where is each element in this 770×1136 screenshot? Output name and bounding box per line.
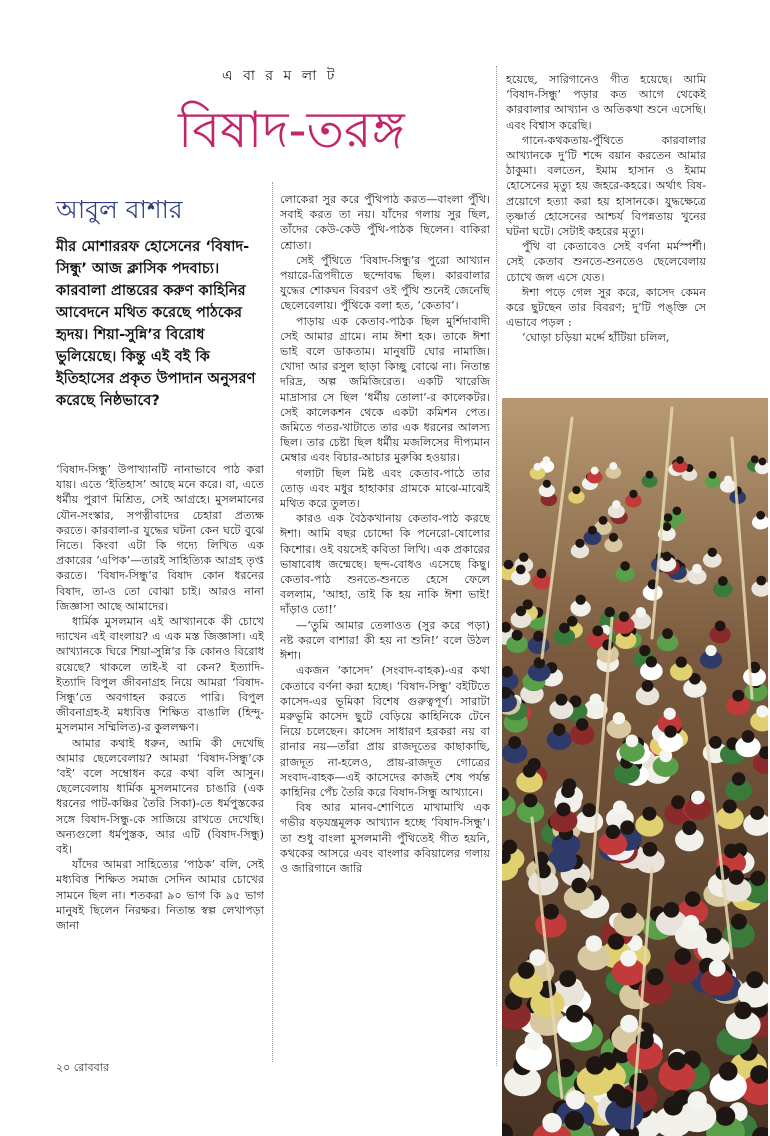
crowd-head <box>731 914 747 930</box>
crowd-head <box>639 645 650 656</box>
crowd-head <box>682 821 696 835</box>
crowd-head <box>675 948 692 965</box>
paragraph: পুঁথি বা কেতাবেও সেই বর্ণনা মর্মস্পর্শী। সেই কেতাব শুনতে-শুনতেও ছেলেবেলায় চোখে জল এসে যেত। <box>506 240 706 284</box>
crowd-head <box>519 553 528 562</box>
crowd-head <box>664 902 680 918</box>
crowd-head <box>566 1090 585 1109</box>
paragraph: ধার্মিক মুসলমান এই আখ্যানকে কী চোখে দ্যাখেন এই বাংলায়? এ এক মস্ত জিজ্ঞাসা। এই আখ্যানকে ঘিরে শিয়া-সুন্নি’র কি কোনও বিরোধ রয়েছে? থাকলে তাই-ই বা কেন? ইত্যাদি-ইত্যাদি বিপুল জীবনাগ্রহ নিয়ে আমরা ‘বিষাদ-সিন্ধু’তে অবগাহন করতে পারি। বিপুল জীবনাগ্রহ-ই মধ্যবিত্ত শিক্ষিত বাঙালি (হিন্দু-মুসলমান সম্মিলিত)-র কুললক্ষণ। <box>56 615 264 735</box>
page-footer: ২০ রোববার <box>56 1061 109 1074</box>
crowd-head <box>729 870 744 885</box>
column-divider <box>272 182 273 1062</box>
crowd-head <box>599 516 608 525</box>
crowd-head <box>691 791 705 805</box>
crowd-head <box>512 630 523 641</box>
crowd-head <box>688 1091 707 1110</box>
crowd-head <box>664 513 673 522</box>
paragraph: পাড়ায় এক কেতাব-পাঠক ছিল মুর্শিদাবাদী সেই আমার গ্রামে। নাম ঈশা হক। তাকে ঈশা ভাই বলে ডাকতাম। মানুষটি ঘোর নামাজি। খোদা আর রসুল ছাড়া কিচ্ছু বোঝে না। নিতান্ত দরিদ্র, অল্প জমিজিরেত। একটি খারেজি মাদ্রাসার সে ছিল ‘ধর্মীয় তোলা’-র কালেকটর। সেই কালেকশন থেকে একটা কমিশন পেত। জমিতে গতর-খাটাতে তার এক ধরনের আলস্য ছিল। তার চেষ্টা ছিল ধর্মীয় মজলিসের দীপ্যমান মেম্বার এবং বিচার-আচার মুরুব্বি হওয়ার। <box>280 314 490 465</box>
crowd-head <box>586 1056 605 1075</box>
crowd-head <box>571 878 586 893</box>
crowd-head <box>732 772 745 785</box>
crowd-head <box>673 507 682 516</box>
crowd-head <box>609 533 618 542</box>
crowd-head <box>590 694 602 706</box>
crowd-head <box>647 968 664 985</box>
paragraph: হয়েছে, সারিগানেও গীত হয়েছে। আমি ‘বিষাদ-সিন্ধু’ পড়ার কত আগে থেকেই কারবালার আখ্যান ও অতিকথা শুনে এসেছি। এবং বিশ্বাস করেছি। <box>506 73 706 132</box>
crowd-head <box>553 723 566 736</box>
crowd-head <box>646 656 657 667</box>
crowd-head <box>566 1005 584 1023</box>
crowd-head <box>524 794 538 808</box>
paragraph: গানে-কথকতায়-পুঁথিতে কারবালার আখ্যানকে দু’টি শব্দে বয়ান করতেন আমার ঠাকুমা। বলতেন, ইমাম হাসান ও ইমাম হোসেনের মৃত্যু হয় জহরে-কহরে। অর্থাৎ বিষ-প্রয়োগে হত্যা করা হয় হাসানকে। যুদ্ধক্ষেত্রে তৃষ্ণার্ত হোসেনের আশ্চর্য বিপন্নতায় খুনের ঘটনা ঘটে। সেটাই কহরের মৃত্যু। <box>506 133 706 239</box>
crowd-head <box>534 657 545 668</box>
crowd-head <box>750 806 764 820</box>
crowd-head <box>609 462 617 470</box>
crowd-head <box>716 1106 735 1125</box>
crowd-head <box>719 1062 738 1081</box>
crowd-head <box>543 904 559 920</box>
crowd-head <box>724 475 732 483</box>
crowd-head <box>671 795 685 809</box>
crowd-head <box>523 764 536 777</box>
paragraph: ‘বিষাদ-সিন্ধু’ উপাখ্যানটি নানাভাবে পাঠ করা যায়। এতে ‘ইতিহাস’ আছে মনে করে। বা, এতে ধর্মীয় পুরাণ মিশ্রিত, সেই আগ্রহে। মুসলমানের যৌন-সংস্কার, সপত্নীবাদের চেহারা প্রত্যক্ষ করতে। কারবালা-র যুদ্ধের ঘটনা কেন ঘটে বুঝে নিতে। কিংবা এটা কি গদ্যে লিখিত এক প্রকারের ‘এপিক’—তারই সাহিত্যিক আগ্রহ তৃপ্ত করতে। ‘বিষাদ-সিন্ধু’র বিষাদ কোন ধরনের বিষাদ, তা-ও তো বোঝা চাই। আরও নানা জিজ্ঞাসা আছে আমাদের। <box>56 463 264 613</box>
crowd-head <box>643 842 658 857</box>
crowd-head <box>621 903 637 919</box>
crowd-head <box>620 950 637 967</box>
crowd-head <box>561 784 575 798</box>
crowd-head <box>518 962 535 979</box>
crowd-head <box>576 595 586 605</box>
crowd-head <box>732 690 744 702</box>
crowd-head <box>723 800 737 814</box>
crowd-head <box>756 576 766 586</box>
crowd-head <box>662 522 671 531</box>
crowd-head <box>642 680 654 692</box>
crowd-head <box>620 561 630 571</box>
crowd-head <box>642 807 656 821</box>
crowd-head <box>676 656 687 667</box>
paragraph: সেই পুঁথিতে ‘বিষাদ-সিন্ধু’র পুরো আখ্যান পয়ারে-ত্রিপদীতে ছন্দোবদ্ধ ছিল। কারবালার যুদ্ধের শোকঘন বিবরণ ওই পুঁথি শুনেই জেনেছি ছেলেবেলায়। পুঁথিকে বলা হত, ‘কেতাব’। <box>280 253 490 313</box>
paragraph: বিষ আর মানব-শোণিতে মাখামাখি এক গভীর ষড়যন্ত্রমূলক আখ্যান হচ্ছে ‘বিষাদ-সিন্ধু’। তা শুধু বাংলা মুসলমানী পুঁথিতেই গীত হয়নি, কথকের আসরে এবং বাংলার কবিয়ালের গলায় ও জারিগানে জারি <box>280 801 490 875</box>
crowd-head <box>756 511 765 520</box>
crowd-head <box>592 626 603 637</box>
crowd-head <box>615 1089 634 1108</box>
crowd-head <box>543 480 551 488</box>
crowd-head <box>537 569 547 579</box>
crowd-head <box>516 606 526 616</box>
crowd-head <box>612 500 621 509</box>
crowd-head <box>646 471 654 479</box>
author-byline: আবুল বাশার <box>56 195 183 224</box>
crowd-head <box>756 705 768 717</box>
crowd-head <box>543 456 551 464</box>
crowd-head <box>629 490 637 498</box>
crowd-head <box>620 1015 638 1033</box>
crowd-head <box>533 631 544 642</box>
crowd-head <box>715 621 726 632</box>
column-divider <box>496 66 497 1066</box>
crowd-head <box>706 928 722 944</box>
crowd-head <box>676 456 684 464</box>
crowd-head <box>664 708 676 720</box>
crowd-head <box>516 565 526 575</box>
crowd-head <box>575 539 584 548</box>
crowd-head <box>588 526 597 535</box>
crowd-head <box>559 623 570 634</box>
crowd-head <box>662 552 671 561</box>
paragraph: যাঁদের আমরা সাহিত্যের ‘পাঠক’ বলি, সেই মধ্যবিত্ত শিক্ষিত সমাজ সেদিন আমার চোখের সামনে ছিল না। শতকরা ৯০ ভাগ কি ৯৫ ভাগ মানুষই ছিলেন নিরক্ষর। নিতান্ত স্বল্প লেখাপড়া জানা <box>56 858 264 933</box>
crowd-head <box>635 607 645 617</box>
crowd-head <box>508 736 521 749</box>
crowd-head <box>586 935 602 951</box>
crowd-head <box>724 844 739 859</box>
crowd-head <box>504 560 514 570</box>
crowd-head <box>668 1052 686 1070</box>
headline: বিষাদ-তরঙ্গ <box>178 101 405 159</box>
crowd-head <box>742 730 755 743</box>
crowd-head <box>619 611 630 622</box>
crowd-head <box>750 1065 768 1084</box>
body-column-3 <box>506 72 706 394</box>
crowd-head <box>705 645 716 656</box>
crowd-head <box>629 1073 648 1092</box>
crowd-head <box>565 1111 585 1131</box>
crowd-head <box>692 564 702 574</box>
paragraph: লোকেরা সুর করে পুঁথিপাঠ করত—বাংলা পুঁথি। সবাই করত তা নয়। যাঁদের গলায় সুর ছিল, তাঁদের কেউ-কেউ পুঁথি-পাঠক ছিলেন। বাকিরা শ্রোতা। <box>280 193 490 252</box>
crowd-head <box>576 718 588 730</box>
crowd-head <box>606 825 620 839</box>
paragraph: ঈশা পড়ে গেল সুর করে, কাসেদ কেমন করে ছুটছেন তার বিবরণ; দু’টি পঙ্‌ক্তি সে এভাবে পড়ল : <box>506 285 706 330</box>
crowd-head <box>559 970 576 987</box>
crowd-head <box>613 800 627 814</box>
crowd-head <box>613 712 625 724</box>
crowd-head <box>557 802 571 816</box>
body-column-1 <box>56 462 264 1062</box>
crowd-head <box>534 463 542 471</box>
crowd-head <box>759 458 767 466</box>
crowd-head <box>555 694 567 706</box>
crowd-head <box>709 736 722 749</box>
paragraph: গলাটা ছিল মিষ্ট এবং কেতাব-পাঠে তার তোড় এবং মধুর হাহাকার গ্রামকে মাঝে-মাঝেই মথিত করে তুলত। <box>280 466 490 511</box>
crowd-head <box>718 576 728 586</box>
crowd-head <box>751 455 759 463</box>
crowd-head <box>626 735 639 748</box>
paragraph: একজন ‘কাসেদ’ (সংবাদ-বাহক)-এর কথা কেতাবে বর্ণনা করা হচ্ছে। ‘বিষাদ-সিন্ধু’ বইটিতে কাসেদ-এর ভূমিকা বিশেষ গুরুত্বপূর্ণ। সারাটা মরুভূমি কাসেদ ছুটে বেড়িয়ে কাহিনিকে টেনে নিয়ে চলেছেন। কাসেদ সাধারণ হরকরা নয় বা রানার নয়—তাঁরা প্রায় রাজদূতের কাছাকাছি, রাজদূত না-হলেও, প্রায়-রাজদূত গোত্রের সংবাদ-বাহক—এই কাসেদের কাজই শেষ পর্যন্ত কাহিনির পেঁচ তৈরি করে বিষাদ-সিন্ধু আখ্যানে। <box>280 664 490 799</box>
crowd-head <box>591 467 599 475</box>
crowd-head <box>683 915 699 931</box>
crowd-head <box>746 971 763 988</box>
crowd-head <box>572 486 580 494</box>
crowd-head <box>525 1032 543 1050</box>
crowd-illustration <box>502 398 768 1136</box>
paragraph: —‘তুমি আমার তেলাওত (সুর করে পড়া) নষ্ট করলে বাশার! কী হয় না শুনি!’ বলে উঠল ঈশা। <box>280 618 490 663</box>
crowd-head <box>664 1096 683 1115</box>
paragraph: আমার কথাই ধরুন, আমি কী দেখেছি আমার ছেলেবেলায়? আমরা ‘বিষাদ-সিন্ধু’কে ‘বই’ বলে সম্বোধন করে কথা বলি আসুন। ছেলেবেলায় ধার্মিক মুসলমানের চাঙারি (এক ধরনের পাট-কঞ্চির তৈরি সিকা)-তে ধর্মপুস্তকের সঙ্গে বিষাদ-সিন্ধু-কে সাজিয়ে রাখতে দেখেছি। অন্যগুলো ধর্মপুস্তক, আর এটি (বিষাদ-সিন্ধু) বই। <box>56 736 264 857</box>
crowd-head <box>709 471 717 479</box>
crowd-head <box>604 607 614 617</box>
paragraph: ‘ঘোড়া চড়িয়া মর্দ্দে হাঁটিয়া চলিল, <box>522 331 670 345</box>
crowd-head <box>734 1002 752 1020</box>
crowd-head <box>664 725 677 738</box>
crowd-head <box>750 871 765 886</box>
body-column-2 <box>280 192 490 1068</box>
crowd-head <box>662 628 673 639</box>
section-label: এ বা র ম লা ট <box>222 68 338 84</box>
crowd-head <box>709 960 726 977</box>
crowd-head <box>542 1113 562 1133</box>
crowd-head <box>582 803 596 817</box>
crowd-head <box>608 933 624 949</box>
crowd-head <box>620 820 634 834</box>
crowd-head <box>529 949 546 966</box>
crowd-head <box>685 891 701 907</box>
crowd-photo <box>502 398 768 1136</box>
standfirst: মীর মোশাররফ হোসেনের ‘বিষাদ-সিন্ধু’ আজ ক্লাসিক পদবাচ্য। কারবালা প্রান্তরের করুণ কাহিনির আবেদনে মথিত করেছে পাঠকের হৃদয়। শিয়া-সুন্নি’র বিরোধ ভুলিয়েছে। কিন্তু এই বই কি ইতিহাসের প্রকৃত উপাদান অনুসরণ করেছে নিষ্ঠভাবে? <box>56 238 256 409</box>
crowd-head <box>708 548 717 557</box>
paragraph: কারও এক বৈঠকখানায় কেতাব-পাঠ করছে ঈশা। আমি বছর চোদ্দো কি পনেরো-ষোলোর কিশোর। ওই বয়সেই কবিতা লিখি। এক প্রকারের ভাষাবোধ জন্মেছে। ছন্দ-বোধও এসেছে কিছু। কেতাব-পাঠ শুনতে-শুনতে হেসে ফেলে বললাম, ‘আহা, তাই কি হয় নাকি ঈশা ভাই! দাঁড়াও তো!’ <box>280 512 490 617</box>
